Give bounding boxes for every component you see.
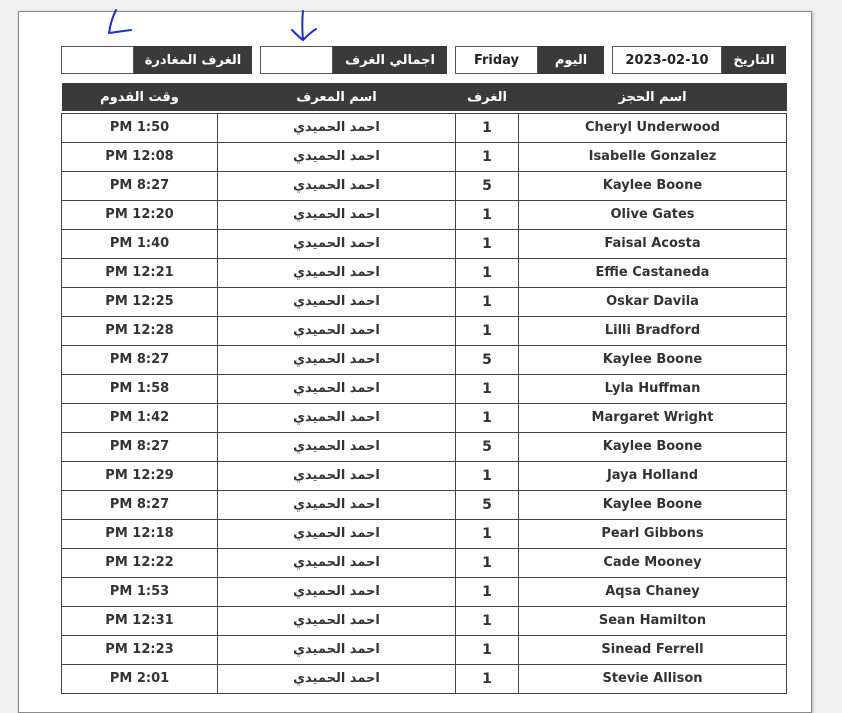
agent-name-cell[interactable]: احمد الحميدي: [218, 548, 456, 577]
rooms-cell[interactable]: 1: [456, 664, 519, 693]
booking-name-cell[interactable]: Kaylee Boone: [519, 171, 787, 200]
arrival-time-cell[interactable]: 12:29 PM: [62, 461, 218, 490]
agent-name-cell[interactable]: احمد الحميدي: [218, 142, 456, 171]
rooms-cell[interactable]: 1: [456, 200, 519, 229]
table-row: [62, 113, 787, 142]
agent-name-cell[interactable]: احمد الحميدي: [218, 635, 456, 664]
column-header-booking-name: اسم الحجز: [519, 83, 787, 111]
arrival-time-cell[interactable]: 8:27 PM: [62, 345, 218, 374]
table-row: [62, 316, 787, 345]
table-row: [62, 664, 787, 693]
rooms-cell[interactable]: 1: [456, 403, 519, 432]
table-row: [62, 229, 787, 258]
arrival-time-cell[interactable]: 12:23 PM: [62, 635, 218, 664]
agent-name-cell[interactable]: احمد الحميدي: [218, 519, 456, 548]
rooms-cell[interactable]: 1: [456, 606, 519, 635]
arrival-time-cell[interactable]: 1:50 PM: [62, 113, 218, 142]
agent-name-cell[interactable]: احمد الحميدي: [218, 403, 456, 432]
arrival-time-cell[interactable]: 12:18 PM: [62, 519, 218, 548]
column-header-agent-name: اسم المعرف: [218, 83, 456, 111]
date-field: [612, 46, 786, 74]
agent-name-cell[interactable]: احمد الحميدي: [218, 490, 456, 519]
rooms-cell[interactable]: 1: [456, 142, 519, 171]
table-row: [62, 432, 787, 461]
departed-rooms-value[interactable]: [61, 46, 134, 74]
table-row: [62, 606, 787, 635]
total-rooms-value[interactable]: [260, 46, 333, 74]
pen-arrow-icon: [100, 6, 140, 38]
table-row: [62, 142, 787, 171]
booking-name-cell[interactable]: Pearl Gibbons: [519, 519, 787, 548]
table-row: [62, 374, 787, 403]
total-rooms-label: اجمالي الغرف: [333, 46, 447, 74]
rooms-cell[interactable]: 1: [456, 461, 519, 490]
table-row: [62, 635, 787, 664]
rooms-cell[interactable]: 1: [456, 258, 519, 287]
booking-name-cell[interactable]: Faisal Acosta: [519, 229, 787, 258]
arrival-time-cell[interactable]: 8:27 PM: [62, 171, 218, 200]
arrival-time-cell[interactable]: 1:40 PM: [62, 229, 218, 258]
rooms-cell[interactable]: 1: [456, 113, 519, 142]
agent-name-cell[interactable]: احمد الحميدي: [218, 345, 456, 374]
arrival-time-cell[interactable]: 12:22 PM: [62, 548, 218, 577]
booking-name-cell[interactable]: Jaya Holland: [519, 461, 787, 490]
rooms-cell[interactable]: 5: [456, 432, 519, 461]
rooms-cell[interactable]: 5: [456, 490, 519, 519]
rooms-cell[interactable]: 1: [456, 519, 519, 548]
date-label: التاريخ: [722, 46, 786, 74]
rooms-cell[interactable]: 1: [456, 316, 519, 345]
arrival-time-cell[interactable]: 12:31 PM: [62, 606, 218, 635]
table-row: [62, 490, 787, 519]
arrival-time-cell[interactable]: 1:53 PM: [62, 577, 218, 606]
arrival-time-cell[interactable]: 12:28 PM: [62, 316, 218, 345]
agent-name-cell[interactable]: احمد الحميدي: [218, 577, 456, 606]
bookings-table: [61, 83, 787, 694]
column-header-rooms: الغرف: [456, 83, 519, 111]
booking-name-cell[interactable]: Cheryl Underwood: [519, 113, 787, 142]
agent-name-cell[interactable]: احمد الحميدي: [218, 316, 456, 345]
booking-name-cell[interactable]: Cade Mooney: [519, 548, 787, 577]
rooms-cell[interactable]: 5: [456, 345, 519, 374]
booking-name-cell[interactable]: Margaret Wright: [519, 403, 787, 432]
booking-name-cell[interactable]: Lilli Bradford: [519, 316, 787, 345]
table-row: [62, 200, 787, 229]
departed-rooms-field: [61, 46, 252, 74]
rooms-cell[interactable]: 1: [456, 577, 519, 606]
booking-name-cell[interactable]: Isabelle Gonzalez: [519, 142, 787, 171]
agent-name-cell[interactable]: احمد الحميدي: [218, 432, 456, 461]
arrival-time-cell[interactable]: 2:01 PM: [62, 664, 218, 693]
agent-name-cell[interactable]: احمد الحميدي: [218, 287, 456, 316]
booking-name-cell[interactable]: Sean Hamilton: [519, 606, 787, 635]
arrival-time-cell[interactable]: 1:42 PM: [62, 403, 218, 432]
booking-name-cell[interactable]: Stevie Allison: [519, 664, 787, 693]
table-row: [62, 519, 787, 548]
table-row: [62, 461, 787, 490]
total-rooms-field: [260, 46, 447, 74]
table-row: [62, 403, 787, 432]
booking-name-cell[interactable]: Kaylee Boone: [519, 432, 787, 461]
departed-rooms-label: الغرف المغادرة: [134, 46, 252, 74]
table-row: [62, 258, 787, 287]
table-row: [62, 171, 787, 200]
arrival-time-cell[interactable]: 8:27 PM: [62, 432, 218, 461]
rooms-cell[interactable]: 1: [456, 548, 519, 577]
table-row: [62, 548, 787, 577]
agent-name-cell[interactable]: احمد الحميدي: [218, 229, 456, 258]
rooms-cell[interactable]: 1: [456, 374, 519, 403]
pen-arrow-icon: [287, 8, 321, 44]
day-field: [455, 46, 604, 74]
arrival-time-cell[interactable]: 12:21 PM: [62, 258, 218, 287]
table-row: [62, 287, 787, 316]
booking-name-cell[interactable]: Kaylee Boone: [519, 345, 787, 374]
agent-name-cell[interactable]: احمد الحميدي: [218, 113, 456, 142]
agent-name-cell[interactable]: احمد الحميدي: [218, 200, 456, 229]
rooms-cell[interactable]: 1: [456, 229, 519, 258]
agent-name-cell[interactable]: احمد الحميدي: [218, 461, 456, 490]
arrival-time-cell[interactable]: 12:08 PM: [62, 142, 218, 171]
agent-name-cell[interactable]: احمد الحميدي: [218, 606, 456, 635]
agent-name-cell[interactable]: احمد الحميدي: [218, 258, 456, 287]
table-row: [62, 577, 787, 606]
table-header-row: [62, 83, 787, 111]
booking-name-cell[interactable]: Olive Gates: [519, 200, 787, 229]
date-value[interactable]: 2023-02-10: [612, 46, 722, 74]
booking-name-cell[interactable]: Sinead Ferrell: [519, 635, 787, 664]
arrival-time-cell[interactable]: 8:27 PM: [62, 490, 218, 519]
arrival-time-cell[interactable]: 12:20 PM: [62, 200, 218, 229]
arrival-time-cell[interactable]: 1:58 PM: [62, 374, 218, 403]
table-row: [62, 345, 787, 374]
day-label: اليوم: [538, 46, 604, 74]
booking-name-cell[interactable]: Lyla Huffman: [519, 374, 787, 403]
day-value[interactable]: Friday: [455, 46, 538, 74]
column-header-arrival-time: وقت القدوم: [62, 83, 218, 111]
rooms-cell[interactable]: 1: [456, 635, 519, 664]
rooms-cell[interactable]: 5: [456, 171, 519, 200]
booking-name-cell[interactable]: Kaylee Boone: [519, 490, 787, 519]
booking-name-cell[interactable]: Aqsa Chaney: [519, 577, 787, 606]
agent-name-cell[interactable]: احمد الحميدي: [218, 664, 456, 693]
rooms-cell[interactable]: 1: [456, 287, 519, 316]
agent-name-cell[interactable]: احمد الحميدي: [218, 374, 456, 403]
booking-name-cell[interactable]: Oskar Davila: [519, 287, 787, 316]
agent-name-cell[interactable]: احمد الحميدي: [218, 171, 456, 200]
booking-name-cell[interactable]: Effie Castaneda: [519, 258, 787, 287]
arrival-time-cell[interactable]: 12:25 PM: [62, 287, 218, 316]
